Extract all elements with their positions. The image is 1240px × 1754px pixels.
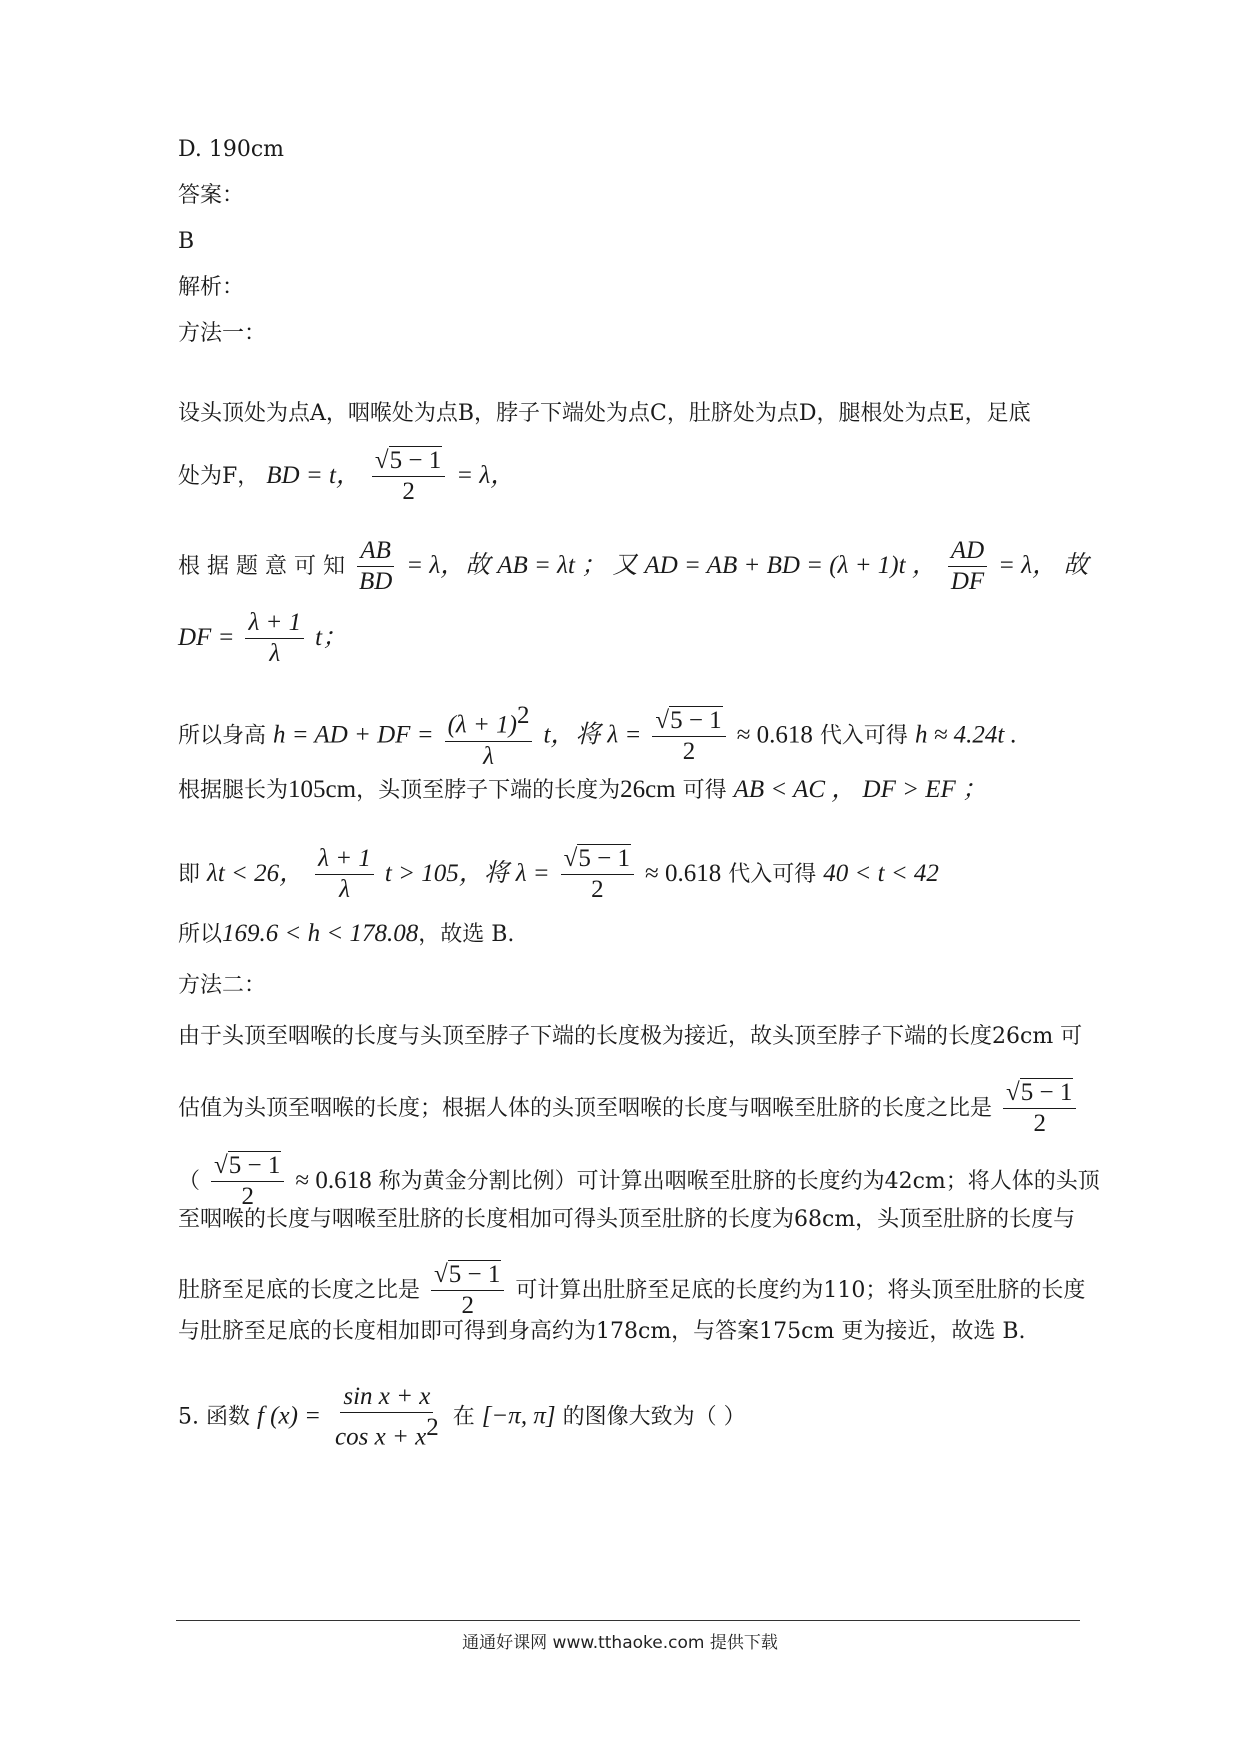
golden-ratio-fraction-5	[211, 1153, 284, 1211]
method2-line-6-text: 与肚脐至足底的长度相加即可得到身高约为178cm，与答案175cm 更为接近，故选 B.	[178, 1319, 1026, 1344]
ineq-line-f: 代入可得	[728, 861, 817, 887]
method2-line-1-text: 由于头顶至咽喉的长度与头顶至脖子下端的长度极为接近，故头顶至脖子下端的长度26cm 可	[178, 1024, 1083, 1049]
lambda-plus-one-numerator: λ + 1	[245, 610, 304, 639]
golden-ratio-fraction-4	[1003, 1080, 1076, 1138]
derive-line-1-b: = λ，故	[406, 551, 491, 579]
lambda-denominator: λ	[269, 640, 281, 668]
golden-numerator: 5 − 1	[389, 447, 442, 474]
height-line-b: h = AD + DF =	[273, 721, 434, 749]
sqrt-sign: √	[1006, 1079, 1020, 1106]
sqrt-sign: √	[214, 1152, 228, 1179]
question-5-e: 的图像大致为（ ）	[562, 1404, 746, 1430]
method2-line-2-text: 估值为头顶至咽喉的长度；根据人体的头顶至咽喉的长度与咽喉至肚脐的长度之比是	[178, 1095, 993, 1121]
method2-line-3-b: ≈ 0.618	[295, 1166, 372, 1194]
ad-over-df-fraction	[948, 538, 987, 596]
method2-line-3-c: 称为黄金分割比例）可计算出咽喉至肚脐的长度约为42cm；将人体的头顶	[378, 1168, 1100, 1194]
setup-line-2-a: 处为F，	[178, 463, 260, 489]
golden-ratio-fraction-6	[431, 1262, 504, 1320]
setup-line-2-b: BD = t，	[266, 461, 361, 489]
golden-numerator-5: 5 − 1	[228, 1152, 281, 1179]
derive-line-1-d: AD = AB + BD = (λ + 1)t ，	[644, 551, 937, 579]
lambda-denominator-3: λ	[339, 876, 350, 904]
function-denominator: cos x + x	[335, 1423, 427, 1451]
method2-label-text: 方法二：	[178, 973, 267, 998]
df-denominator: DF	[950, 568, 985, 596]
function-numerator: sin x + x	[340, 1384, 433, 1413]
golden-denominator-5: 2	[241, 1183, 254, 1211]
answer-label	[178, 182, 244, 210]
lambda-denominator-2: λ	[483, 742, 494, 770]
conc-line-b: 169.6 < h < 178.08	[222, 920, 419, 947]
ineq-line-e: ≈ 0.618	[645, 859, 722, 887]
golden-ratio-fraction-2	[652, 708, 725, 766]
lambda-plus-one-sq-numerator: (λ + 1)	[447, 711, 517, 739]
conc-line-a: 所以	[178, 922, 223, 947]
height-line-g: h ≈ 4.24t .	[914, 721, 1017, 749]
lambda-plus-one-fraction-2	[315, 846, 374, 904]
height-line-e: ≈ 0.618	[736, 721, 813, 749]
golden-ratio-fraction	[372, 448, 445, 506]
golden-numerator-6: 5 − 1	[448, 1261, 501, 1288]
ineq-line-g: 40 < t < 42	[823, 859, 939, 887]
method2-line-3-a: （	[178, 1168, 201, 1194]
method2-label	[178, 972, 266, 1000]
leg-line-b: 105cm	[288, 776, 357, 803]
method1-label-text: 方法一：	[178, 321, 267, 346]
derive-line-1-c: AB = λt ； 又	[497, 551, 638, 579]
lambda-plus-one-fraction	[245, 610, 304, 668]
square-exponent: 2	[516, 702, 530, 729]
method2-line-5-b: 可计算出肚脐至足底的长度约为110；将头顶至肚脐的长度	[515, 1277, 1086, 1303]
derive-line-1-e: = λ， 故	[998, 551, 1089, 579]
golden-denominator-6: 2	[461, 1292, 474, 1320]
ab-numerator: AB	[357, 538, 394, 567]
bd-denominator: BD	[358, 568, 393, 596]
ad-numerator: AD	[948, 538, 987, 567]
lambda-plus-one-numerator-2: λ + 1	[315, 846, 374, 875]
method2-line-2	[178, 1080, 1080, 1138]
inequality-line	[178, 846, 939, 904]
option-d	[178, 136, 284, 164]
leg-line-d: 26cm	[620, 776, 676, 803]
function-fraction	[332, 1384, 442, 1451]
height-line	[178, 703, 1017, 770]
setup-line-2-c: = λ，	[456, 461, 516, 489]
sqrt-sign: √	[374, 447, 389, 474]
conc-line-c: ，故选 B.	[418, 922, 515, 947]
lambda-plus-one-squared-fraction	[445, 703, 533, 770]
derive-line-1	[178, 538, 1088, 596]
height-line-d: λ =	[607, 721, 642, 749]
ineq-line-c: t > 105，将	[384, 859, 509, 887]
golden-denominator-4: 2	[1033, 1110, 1046, 1138]
method2-line-4	[178, 1206, 1075, 1234]
ineq-line-a: 即	[178, 861, 201, 887]
setup-line-1	[178, 400, 1031, 428]
footer-divider	[176, 1620, 1080, 1621]
sqrt-sign: √	[563, 845, 578, 872]
golden-ratio-fraction-3	[561, 846, 634, 904]
method1-label	[178, 320, 266, 348]
height-line-a: 所以身高	[178, 723, 267, 749]
derive-line-2-b: t；	[315, 623, 348, 651]
analysis-label	[178, 274, 244, 302]
method2-line-5-a: 肚脐至足底的长度之比是	[178, 1277, 421, 1303]
sqrt-sign: √	[434, 1261, 448, 1288]
golden-denominator-2: 2	[682, 737, 696, 765]
method2-line-4-text: 至咽喉的长度与咽喉至肚脐的长度相加可得头顶至肚脐的长度为68cm，头顶至肚脐的长度与	[178, 1207, 1076, 1232]
golden-denominator: 2	[402, 478, 415, 506]
setup-line-2	[178, 448, 515, 506]
height-line-f: 代入可得	[819, 723, 908, 749]
method2-line-1	[178, 1023, 1082, 1051]
leg-line-f: AB < AC ， DF > EF ；	[733, 776, 988, 803]
leg-line-a: 根据腿长为	[178, 778, 289, 803]
conclusion-line	[178, 920, 514, 949]
answer-label-text: 答案：	[178, 183, 245, 208]
answer-value	[178, 228, 194, 256]
leg-line-c: ，头顶至脖子下端的长度为	[356, 778, 621, 803]
option-d-text: D. 190cm	[178, 137, 285, 162]
golden-numerator-3: 5 − 1	[578, 845, 630, 872]
ineq-line-b: λt < 26，	[207, 859, 305, 887]
golden-denominator-3: 2	[591, 876, 604, 904]
ineq-line-d: λ =	[515, 859, 550, 887]
analysis-label-text: 解析：	[178, 275, 245, 300]
x-squared-exponent: 2	[426, 1414, 439, 1442]
question-5-d: [−π, π]	[481, 1402, 556, 1430]
method2-line-5	[178, 1262, 1085, 1320]
ab-over-bd-fraction	[356, 538, 395, 596]
sqrt-sign: √	[655, 706, 670, 734]
golden-numerator-2: 5 − 1	[670, 706, 722, 734]
setup-line-1-text: 设头顶处为点A，咽喉处为点B，脖子下端处为点C，肚脐处为点D，腿根处为点E，足底	[178, 401, 1031, 426]
question-5-b: f (x) =	[256, 1402, 322, 1430]
answer-value-text: B	[178, 229, 195, 254]
derive-line-1-a: 根 据 题 意 可 知	[178, 553, 345, 579]
method2-line-3	[178, 1153, 1100, 1211]
question-5-c: 在	[452, 1404, 475, 1430]
leg-line	[178, 776, 987, 805]
footer-text: 通通好课网 www.tthaoke.com 提供下载	[462, 1633, 778, 1653]
leg-line-e: 可得	[682, 778, 727, 803]
derive-line-2-a: DF =	[178, 623, 235, 651]
question-5-a: 5. 函数	[178, 1404, 250, 1430]
derive-line-2	[178, 610, 347, 668]
question-5	[178, 1384, 746, 1451]
golden-numerator-4: 5 − 1	[1020, 1079, 1073, 1106]
height-line-c: t，将	[543, 721, 601, 749]
method2-line-6	[178, 1318, 1026, 1346]
